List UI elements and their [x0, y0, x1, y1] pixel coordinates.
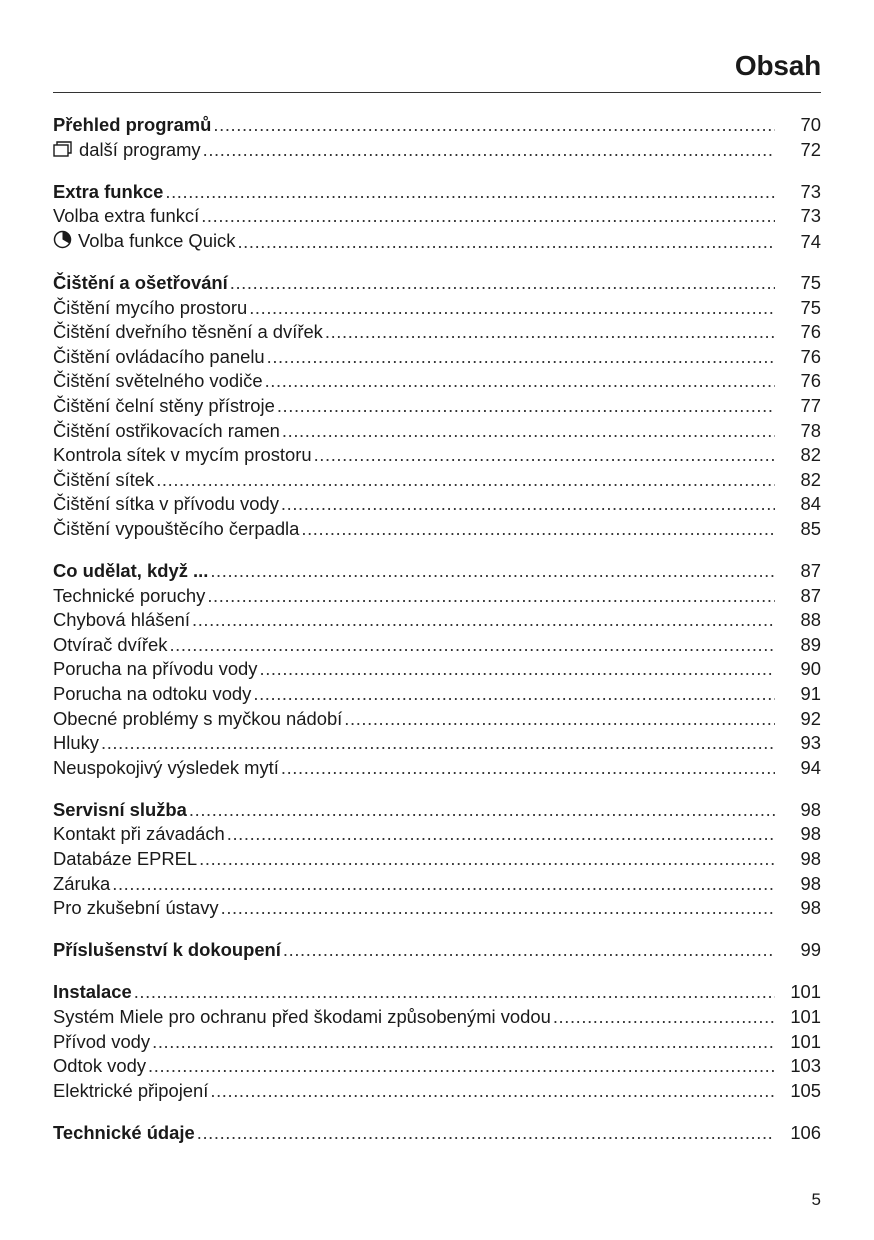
toc-entry-label: Porucha na odtoku vody [53, 682, 252, 704]
toc-entry-label: Kontrola sítek v mycím prostoru [53, 444, 312, 466]
toc-entry[interactable] [53, 1054, 821, 1079]
toc-entry[interactable] [53, 296, 821, 321]
toc-entry-label: Co udělat, když ... [53, 560, 209, 581]
toc-entry[interactable] [53, 492, 821, 517]
toc-entry-label: Čištění sítek [53, 468, 155, 490]
toc-entry-page: 92 [800, 707, 821, 729]
toc-heading-entry[interactable] [53, 113, 821, 138]
dot-leader [344, 707, 775, 732]
toc-entry[interactable] [53, 872, 821, 897]
toc-entry-label: Volba funkce Quick [78, 230, 236, 252]
toc-entry-page: 74 [800, 230, 821, 252]
toc-heading-entry[interactable] [53, 980, 821, 1005]
dot-leader [282, 419, 775, 444]
toc-entry-label: Porucha na přívodu vody [53, 658, 258, 680]
dot-leader [277, 394, 775, 419]
dot-leader [203, 138, 775, 163]
toc-entry-label: Kontakt při závadách [53, 823, 225, 845]
toc-entry-page: 101 [790, 1030, 821, 1052]
dot-leader [253, 682, 775, 707]
toc-entry-page: 72 [800, 138, 821, 160]
page-title: Obsah [734, 50, 821, 81]
toc-entry-label: Odtok vody [53, 1055, 147, 1077]
toc-entry-page: 93 [800, 732, 821, 754]
toc-section [53, 113, 821, 162]
dot-leader [199, 847, 775, 872]
toc-entry-label: Extra funkce [53, 180, 164, 202]
quick-clock-icon [53, 230, 72, 256]
toc-entry[interactable] [53, 468, 821, 493]
dot-leader [265, 369, 775, 394]
toc-entry[interactable] [53, 682, 821, 707]
toc-entry[interactable] [53, 394, 821, 419]
dot-leader [101, 731, 775, 756]
toc-entry-page: 91 [800, 682, 821, 704]
toc-entry[interactable] [53, 204, 821, 229]
dot-leader [237, 230, 775, 255]
toc-heading-entry[interactable] [53, 1121, 821, 1146]
toc-entry-label: Čištění dveřního těsnění a dvířek [53, 321, 323, 343]
dot-leader [283, 938, 775, 963]
toc-entry-page: 98 [800, 848, 821, 870]
dot-leader [267, 345, 775, 370]
table-of-contents [53, 113, 821, 1163]
dot-leader [227, 822, 775, 847]
toc-entry-label: Čištění mycího prostoru [53, 296, 248, 318]
toc-entry-page: 103 [790, 1055, 821, 1077]
toc-entry-label: Databáze EPREL [53, 848, 198, 870]
toc-entry-label: Instalace [53, 981, 132, 1003]
toc-entry[interactable] [53, 138, 821, 163]
toc-entry-page: 101 [790, 981, 821, 1003]
toc-entry[interactable] [53, 707, 821, 732]
toc-entry-page: 70 [800, 114, 821, 135]
toc-entry-label: Čištění vypouštěcího čerpadla [53, 517, 300, 539]
toc-entry-page: 82 [800, 468, 821, 490]
toc-entry-label: Neuspokojivý výsledek mytí [53, 756, 279, 778]
toc-entry-label: Chybová hlášení [53, 609, 190, 631]
dot-leader [230, 271, 775, 296]
toc-entry-label: Čištění sítka v přívodu vody [53, 493, 279, 515]
toc-entry-page: 78 [800, 419, 821, 441]
toc-entry-label: Přívod vody [53, 1030, 151, 1052]
toc-entry-page: 99 [800, 939, 821, 961]
toc-entry[interactable] [53, 584, 821, 609]
dot-leader [553, 1005, 775, 1030]
toc-entry[interactable] [53, 822, 821, 847]
toc-heading-entry[interactable] [53, 180, 821, 205]
toc-entry-label: Čištění a ošetřování [53, 271, 228, 293]
dot-leader [207, 584, 775, 609]
toc-entry-page: 94 [800, 756, 821, 778]
toc-entry-label: další programy [79, 138, 201, 160]
dot-leader [112, 872, 775, 897]
dot-leader [189, 798, 775, 823]
toc-entry[interactable] [53, 896, 821, 921]
toc-heading-entry[interactable] [53, 559, 821, 584]
toc-entry[interactable] [53, 443, 821, 468]
toc-entry-label: Volba extra funkcí [53, 205, 200, 227]
toc-entry[interactable] [53, 369, 821, 394]
dot-leader [281, 492, 775, 517]
toc-section [53, 180, 821, 254]
toc-entry-label: Technické poruchy [53, 584, 206, 606]
toc-entry-page: 77 [800, 394, 821, 416]
toc-entry-label: Otvírač dvířek [53, 633, 168, 655]
toc-entry-page: 89 [800, 633, 821, 655]
toc-entry[interactable] [53, 320, 821, 345]
toc-heading-entry[interactable] [53, 271, 821, 296]
toc-section [53, 1121, 821, 1146]
toc-entry-label: Příslušenství k dokoupení [53, 939, 281, 961]
toc-entry[interactable] [53, 229, 821, 254]
toc-entry[interactable] [53, 419, 821, 444]
toc-entry-label: Čištění světelného vodiče [53, 370, 263, 392]
dot-leader [259, 657, 775, 682]
toc-entry-page: 98 [800, 897, 821, 919]
dot-leader [152, 1030, 775, 1055]
toc-entry-page: 75 [800, 296, 821, 318]
toc-entry[interactable] [53, 608, 821, 633]
toc-entry-label: Servisní služba [53, 798, 187, 820]
toc-entry-page: 84 [800, 493, 821, 515]
dot-leader [325, 320, 775, 345]
window-icon [53, 139, 73, 164]
toc-entry-page: 101 [790, 1006, 821, 1027]
dot-leader [201, 204, 775, 229]
toc-entry-page: 76 [800, 345, 821, 367]
toc-entry-page: 73 [800, 180, 821, 202]
toc-entry[interactable] [53, 756, 821, 781]
toc-entry[interactable] [53, 345, 821, 370]
toc-section [53, 980, 821, 1103]
toc-entry[interactable] [53, 1079, 821, 1104]
toc-entry-label: Čištění čelní stěny přístroje [53, 394, 275, 416]
dot-leader [156, 468, 775, 493]
toc-entry-label: Elektrické připojení [53, 1079, 209, 1101]
toc-entry-label: Záruka [53, 872, 111, 894]
header-divider [53, 92, 821, 93]
toc-entry-page: 85 [800, 517, 821, 539]
toc-section [53, 559, 821, 780]
toc-entry[interactable] [53, 731, 821, 756]
toc-entry-label: Přehled programů [53, 114, 212, 135]
dot-leader [213, 113, 775, 138]
toc-entry[interactable] [53, 517, 821, 542]
dot-leader [192, 608, 775, 633]
toc-entry[interactable] [53, 1030, 821, 1055]
dot-leader [165, 180, 775, 205]
toc-entry-label: Čištění ostřikovacích ramen [53, 419, 280, 441]
toc-entry[interactable] [53, 847, 821, 872]
toc-entry-page: 106 [790, 1121, 821, 1143]
dot-leader [210, 559, 775, 584]
dot-leader [281, 756, 775, 781]
page-number: 5 [811, 1190, 821, 1209]
dot-leader [148, 1054, 775, 1079]
toc-entry-page: 87 [800, 584, 821, 606]
dot-leader [249, 296, 775, 321]
toc-heading-entry[interactable] [53, 938, 821, 963]
toc-entry-page: 82 [800, 444, 821, 466]
toc-entry-page: 98 [800, 872, 821, 894]
toc-entry-page: 75 [800, 271, 821, 293]
dot-leader [221, 896, 775, 921]
dot-leader [301, 517, 775, 542]
toc-entry-page: 76 [800, 370, 821, 392]
toc-section [53, 798, 821, 921]
toc-entry-page: 105 [790, 1079, 821, 1101]
toc-entry-label: Technické údaje [53, 1121, 195, 1143]
toc-entry[interactable] [53, 633, 821, 658]
toc-section [53, 271, 821, 542]
toc-entry-label: Pro zkušební ústavy [53, 897, 219, 919]
toc-entry-page: 76 [800, 321, 821, 343]
toc-entry[interactable] [53, 657, 821, 682]
dot-leader [210, 1079, 775, 1104]
toc-entry-label: Systém Miele pro ochranu před škodami způsobenými vodou [53, 1006, 551, 1027]
toc-entry-page: 88 [800, 609, 821, 631]
toc-entry-page: 73 [800, 205, 821, 227]
toc-entry-page: 87 [800, 560, 821, 581]
toc-heading-entry[interactable] [53, 798, 821, 823]
toc-section [53, 938, 821, 963]
toc-entry-label: Obecné problémy s myčkou nádobí [53, 707, 343, 729]
dot-leader [314, 443, 775, 468]
toc-entry-page: 90 [800, 658, 821, 680]
toc-entry-label: Hluky [53, 732, 99, 754]
dot-leader [134, 980, 775, 1005]
toc-entry[interactable] [53, 1005, 821, 1030]
toc-entry-page: 98 [800, 798, 821, 820]
toc-entry-page: 98 [800, 823, 821, 845]
dot-leader [169, 633, 775, 658]
dot-leader [197, 1121, 775, 1146]
toc-entry-label: Čištění ovládacího panelu [53, 345, 265, 367]
